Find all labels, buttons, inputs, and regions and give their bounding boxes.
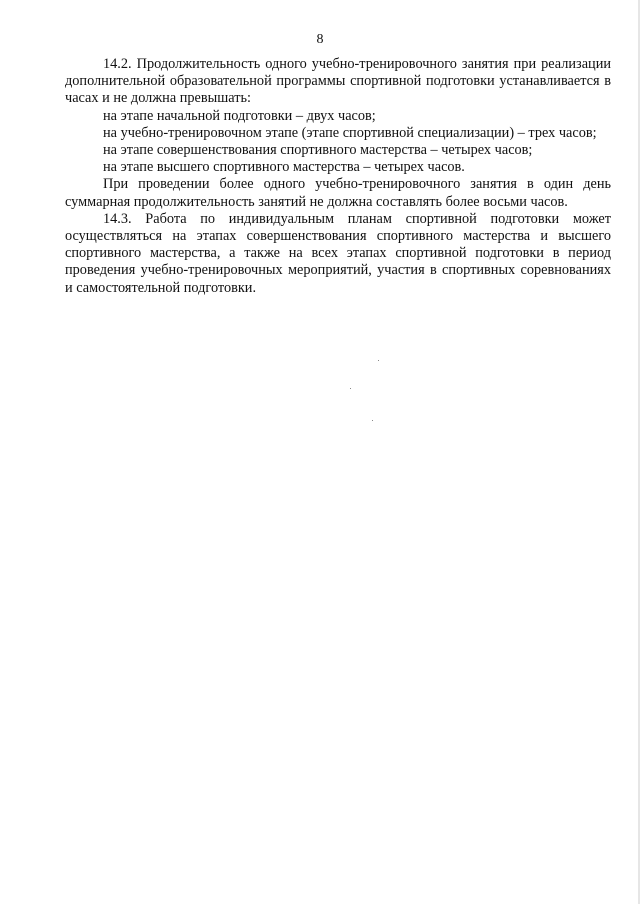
list-item-highest-stage: на этапе высшего спортивного мастерства – четырех часов. xyxy=(103,159,465,176)
scan-speck xyxy=(378,360,379,361)
scan-speck xyxy=(350,388,351,389)
paragraph-14-3: 14.3. Работа по индивидуальным планам спортивной подготовки может осуществляться на этапах совершенствования спортивного мастерства и высшего спортивного мастерства, а также на всех этапах спортивной подготовки в период проведения учебно-тренировочных мероприятий, участия в спортивных соревнованиях и самостоятельной подготовки. xyxy=(65,210,611,296)
list-item-improvement-stage: на этапе совершенствования спортивного мастерства – четырех часов; xyxy=(103,142,533,159)
list-item-training-stage: на учебно-тренировочном этапе (этапе спортивной специализации) – трех часов; xyxy=(103,124,597,141)
paragraph-14-2: 14.2. Продолжительность одного учебно-тренировочного занятия при реализации дополнительной образовательной программы спортивной подготовки устанавливается в часах и не должна превышать: xyxy=(65,56,611,107)
document-body xyxy=(65,56,611,297)
scan-speck xyxy=(372,420,373,421)
list-item-initial-stage: на этапе начальной подготовки – двух часов; xyxy=(103,107,376,124)
page-number: 8 xyxy=(316,32,324,47)
paragraph-multiple-sessions: При проведении более одного учебно-тренировочного занятия в один день суммарная продолжительность занятий не должна составлять более восьми часов. xyxy=(65,176,611,210)
